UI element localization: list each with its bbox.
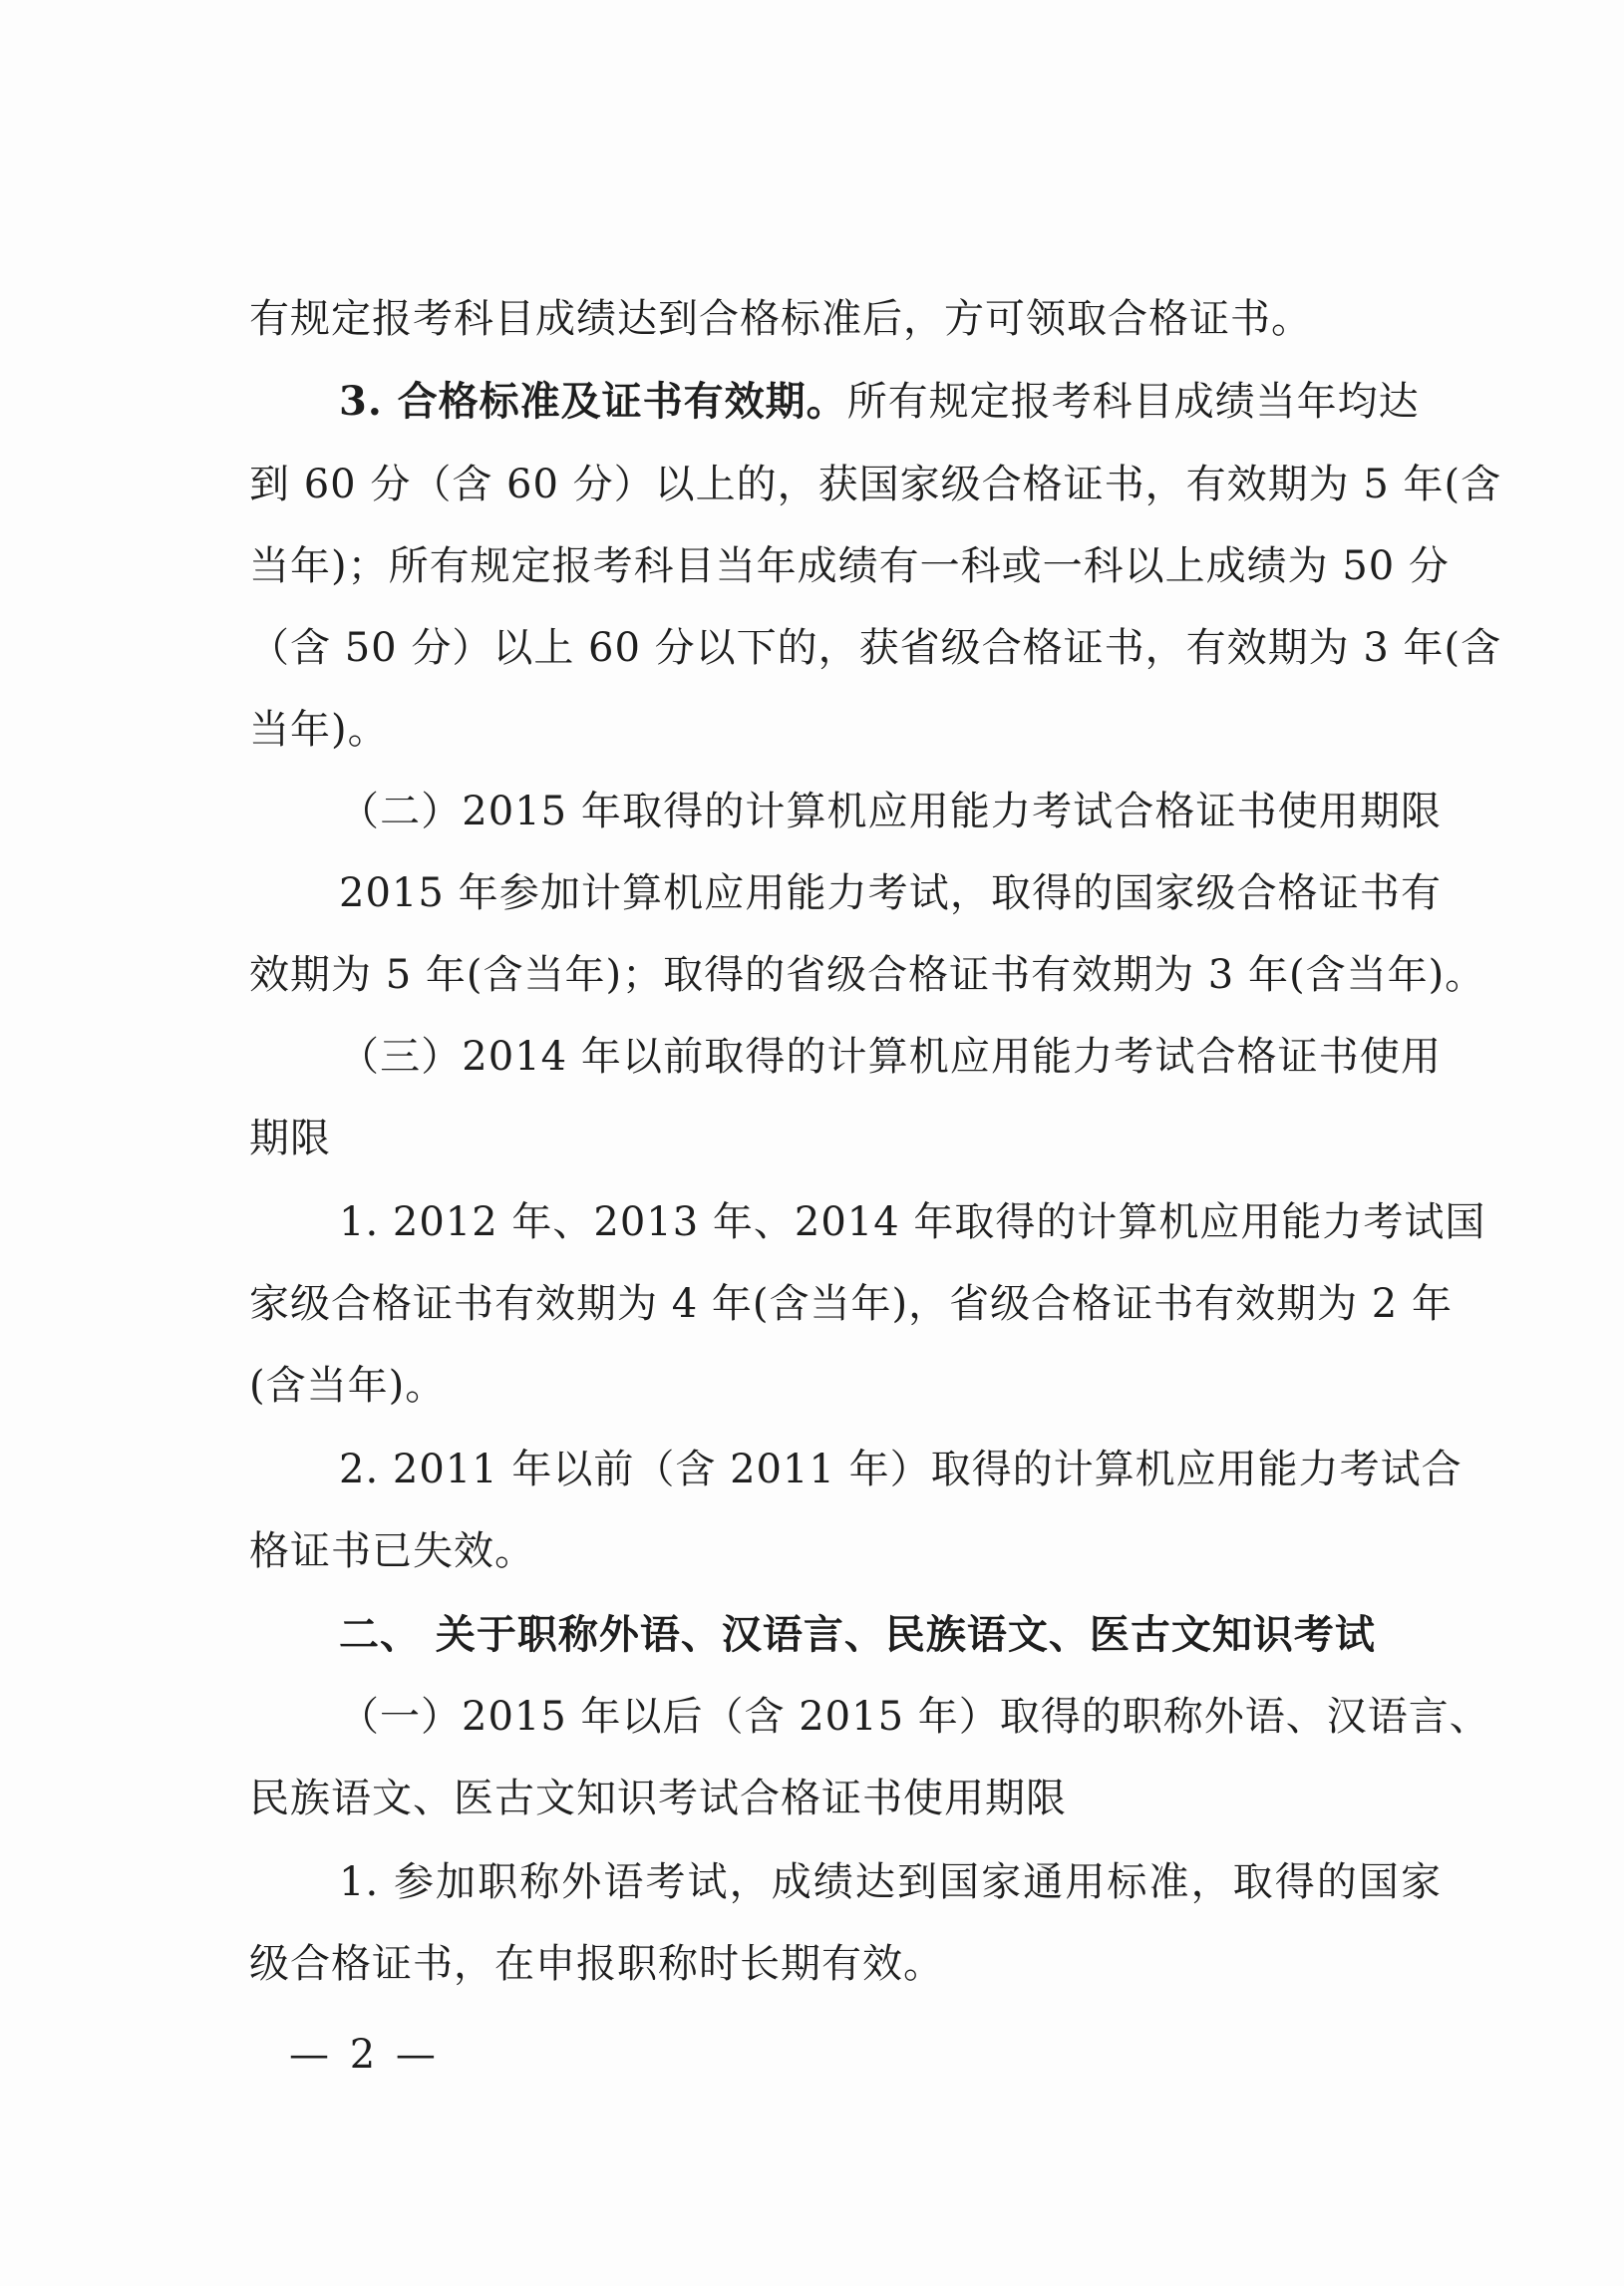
text-line-4: 当年)；所有规定报考科目当年成绩有一科或一科以上成绩为 50 分	[249, 543, 1450, 589]
text-line-21: 级合格证书，在申报职称时长期有效。	[249, 1941, 944, 1987]
text-line-14: (含当年)。	[249, 1363, 447, 1409]
text-line-6: 当年)。	[249, 707, 389, 753]
text-line-8: 2015 年参加计算机应用能力考试，取得的国家级合格证书有	[339, 870, 1442, 916]
subsection-heading-2014-computer: （三）2014 年以前取得的计算机应用能力考试合格证书使用	[339, 1034, 1442, 1080]
subsection-heading-2015-foreign: （一）2015 年以后（含 2015 年）取得的职称外语、汉语言、	[339, 1694, 1490, 1740]
text-line-11: 期限	[249, 1116, 331, 1161]
text-line-9: 效期为 5 年(含当年)；取得的省级合格证书有效期为 3 年(含当年)。	[249, 952, 1486, 998]
section-heading-foreign-language: 二、 关于职称外语、汉语言、民族语文、医古文知识考试	[339, 1611, 1376, 1658]
text-line-5: （含 50 分）以上 60 分以下的，获省级合格证书，有效期为 3 年(含	[249, 625, 1502, 671]
text-line-2-rest: 所有规定报考科目成绩当年均达	[846, 379, 1420, 425]
text-line-2	[339, 374, 1420, 430]
text-line-15: 2. 2011 年以前（含 2011 年）取得的计算机应用能力考试合	[339, 1447, 1462, 1492]
text-line-12: 1. 2012 年、2013 年、2014 年取得的计算机应用能力考试国	[339, 1199, 1486, 1245]
text-line-16: 格证书已失效。	[249, 1528, 535, 1574]
text-line-1: 有规定报考科目成绩达到合格标准后，方可领取合格证书。	[249, 296, 1312, 342]
text-line-13: 家级合格证书有效期为 4 年(含当年)，省级合格证书有效期为 2 年	[249, 1281, 1453, 1327]
text-line-20: 1. 参加职称外语考试，成绩达到国家通用标准，取得的国家	[339, 1859, 1442, 1905]
subsection-heading-2015-computer: （二）2015 年取得的计算机应用能力考试合格证书使用期限	[339, 789, 1442, 834]
section-heading-qualification-standard: 3. 合格标准及证书有效期。	[339, 378, 847, 425]
page-number: — 2 —	[289, 2032, 440, 2078]
text-line-19: 民族语文、医古文知识考试合格证书使用期限	[249, 1776, 1067, 1821]
text-line-3: 到 60 分（含 60 分）以上的，获国家级合格证书，有效期为 5 年(含	[249, 462, 1502, 507]
